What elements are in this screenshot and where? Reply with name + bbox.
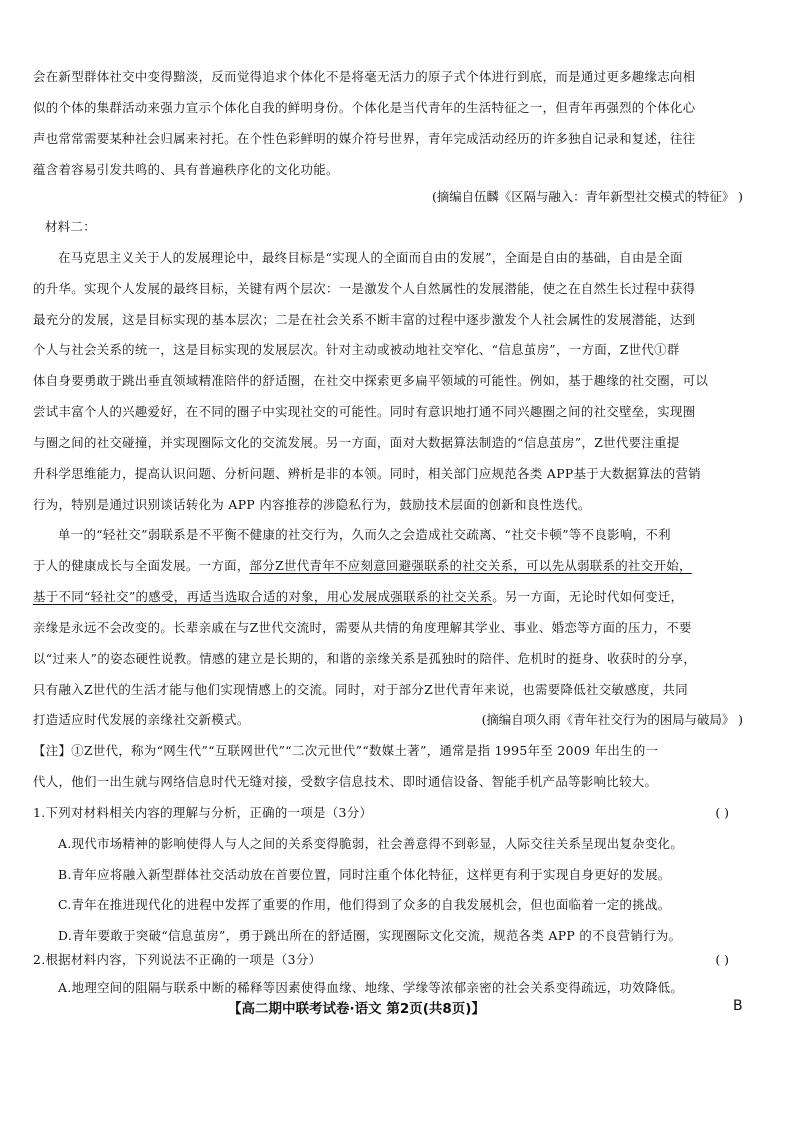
- note-line: 【注】①Z世代，称为“网生代”“互联网世代”“二次元世代”“数媒土著”，通常是指 1995年至 2009 年出生的一: [33, 743, 659, 758]
- text-segment: 。另一方面，无论时代如何变迁，: [492, 589, 684, 604]
- text-line: 升科学思维能力，提高认识问题、分析问题、辨析是非的本领。同时，相关部门应规范各类 APP基于大数据算法的营销: [33, 466, 701, 481]
- source-citation: (摘编自伍麟《区隔与融入：青年新型社交模式的特征》 ): [432, 189, 743, 204]
- text-line: 亲缘是永远不会改变的。长辈亲戚在与Z世代交流时，需要从共情的角度理解其学业、事业、婚恋等方面的压力，不要: [33, 620, 692, 635]
- option-d: D.青年要敢于突破“信息茧房”，勇于跳出所在的舒适圈，实现圈际文化交流，规范各类 APP 的不良营销行为。: [58, 928, 682, 943]
- text-line: [33, 558, 692, 574]
- text-line: 只有融入Z世代的生活才能与他们实现情感上的交流。同时，对于部分Z世代青年来说，也需要降低社交敏感度，共同: [33, 682, 688, 697]
- option-a: A.现代市场精神的影响使得人与人之间的关系变得脆弱，社会善意得不到彰显，人际交往关系呈现出复杂变化。: [58, 836, 684, 851]
- text-line: 以“过来人”的姿态硬性说教。情感的建立是长期的，和谐的亲缘关系是孤独时的陪伴、危机时的挺身、收获时的分享，: [33, 651, 697, 666]
- text-segment: 于人的健康成长与全面发展。一方面，: [33, 558, 250, 573]
- option-a: A.地理空间的阻隔与联系中断的稀释等因素使得血缘、地缘、学缘等浓郁亲密的社会关系变得疏远，功效降低。: [58, 980, 684, 995]
- text-line: 最充分的发展，这是目标实现的基本层次；二是在社会关系不断丰富的过程中逐步激发个人社会属性的发展潜能，达到: [33, 312, 696, 327]
- answer-bracket: ( ): [715, 805, 729, 820]
- text-line: 会在新型群体社交中变得黯淡，反而觉得追求个体化不是将毫无活力的原子式个体进行到底，而是通过更多趣缘志向相: [33, 69, 696, 84]
- text-line: 与圈之间的社交碰撞，并实现圈际文化的交流发展。另一方面，面对大数据算法制造的“信息茧房”，Z世代要注重提: [33, 435, 680, 450]
- text-line: 行为，特别是通过识别谈话转化为 APP 内容推荐的涉隐私行为，鼓励技术层面的创新和良性迭代。: [33, 497, 591, 512]
- underlined-text: 部分Z世代青年不应刻意回避强联系的社交关系，可以先从弱联系的社交开始，: [249, 558, 692, 573]
- option-b: B.青年应将融入新型群体社交活动放在首要位置，同时注重个体化特征，这样更有利于实现自身更好的发展。: [58, 867, 671, 882]
- page-footer: [0, 997, 793, 1017]
- text-line: 蕴含着容易引发共鸣的、具有普遍秩序化的文化功能。: [33, 162, 339, 177]
- answer-bracket: ( ): [715, 952, 729, 967]
- note-line: 代人，他们一出生就与网络信息时代无缝对接，受数字信息技术、即时通信设备、智能手机产品等影响比较大。: [33, 774, 658, 789]
- source-citation: (摘编自项久雨《青年社交行为的困局与破局》 ): [481, 712, 743, 727]
- text-line: 个人与社会关系的统一，这是目标实现的发展层次。针对主动或被动地社交窄化、“信息茧房”，一方面，Z世代①群: [33, 342, 680, 357]
- paper-version: B: [733, 998, 743, 1014]
- text-line: 尝试丰富个人的兴趣爱好，在不同的圈子中实现社交的可能性。同时有意识地打通不同兴趣圈之间的社交壁垒，实现圈: [33, 404, 696, 419]
- option-c: C.青年在推进现代化的进程中发挥了重要的作用，他们得到了众多的自我发展机会，但也面临着一定的挑战。: [58, 897, 671, 912]
- text-line: 声也常常需要某种社会归属来衬托。在个性色彩鲜明的媒介符号世界，青年完成活动经历的许多独自记录和复述，往往: [33, 131, 696, 146]
- text-line: 体自身要勇敢于跳出垂直领域精准陪伴的舒适圈，在社交中探索更多扁平领域的可能性。例如，基于趣缘的社交圈，可以: [33, 373, 709, 388]
- text-line: 单一的“轻社交”弱联系是不平衡不健康的社交行为，久而久之会造成社交疏离、“社交卡顿”等不良影响，不利: [58, 527, 671, 542]
- underlined-text: 基于不同“轻社交”的感受，再适当选取合适的对象，用心发展成强联系的社交关系: [33, 589, 493, 604]
- text-line: 的升华。实现个人发展的最终目标，关键有两个层次：一是激发个人自然属性的发展潜能，使之在自然生长过程中获得: [33, 281, 696, 296]
- text-line: 似的个体的集群活动来强力宣示个体化自我的鲜明身份。个体化是当代青年的生活特征之一，但青年再强烈的个体化心: [33, 100, 696, 115]
- text-line: 在马克思主义关于人的发展理论中，最终目标是“实现人的全面而自由的发展”，全面是自由的基础，自由是全面: [58, 250, 683, 265]
- section-title: 材料二：: [45, 219, 96, 234]
- question-stem: 1.下列对材料相关内容的理解与分析，正确的一项是（3分）: [33, 805, 373, 820]
- footer-title: 【高二期中联考试卷·语文 第2页(共8页)】: [228, 1001, 485, 1017]
- question-stem: 2.根据材料内容，下列说法不正确的一项是（3分）: [33, 952, 322, 967]
- text-line: [33, 589, 683, 605]
- text-line: 打造适应时代发展的亲缘社交新模式。: [33, 712, 250, 727]
